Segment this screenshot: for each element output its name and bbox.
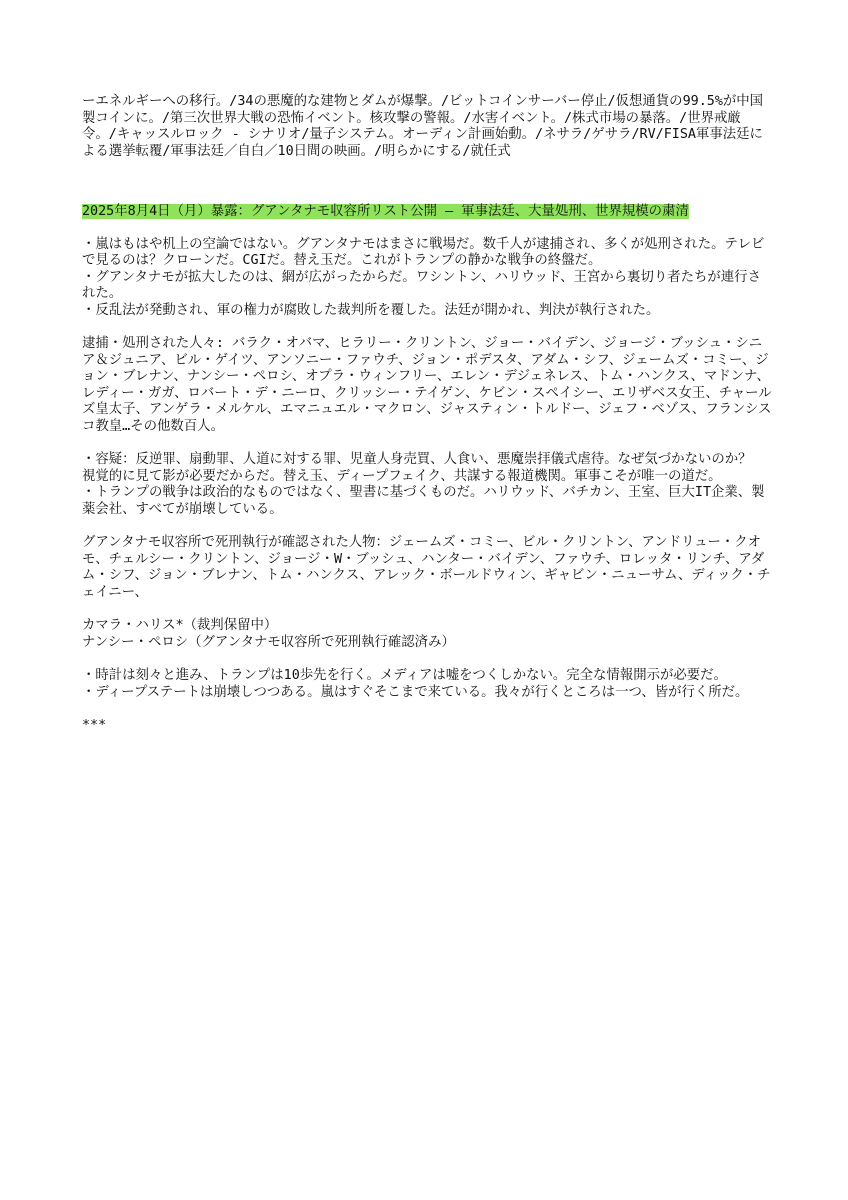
section-spacer bbox=[82, 601, 772, 618]
pending-line-pelosi: ナンシー・ペロシ（グアンタナモ収容所で死刑執行確認済み） bbox=[82, 634, 455, 650]
bullet-charges: ・容疑：反逆罪、扇動罪、人道に対する罪、児童人身売買、人食い、悪魔崇拝儀式虐待。なぜ気づかないのか？ 視覚的に見て影が必要だからだ。替え玉、ディープフェイク、共謀する報道機関。軍事こそが唯一の道だ。 bbox=[82, 452, 752, 484]
section-spacer bbox=[82, 518, 772, 535]
arrested-list-paragraph: 逮捕・処刑された人々: バラク・オバマ、ヒラリー・クリントン、ジョー・バイデン、ジョージ・ブッシュ・シニア＆ジュニア、ビル・ゲイツ、アンソニー・ファウチ、ジョン・ポデスタ、アダム・シフ、ジェームズ・コミー、ジョン・ブレナン、ナンシー・ペロシ、オプラ・ウィンフリー、エレン・デジェネレス、トム・ハンクス、マドンナ、レディー・ガガ、ロバート・デ・ニーロ、クリッシー・テイゲン、ケビン・スペイシー、エリザベス女王、チャールズ皇太子、アンゲラ・メルケル、エマニュエル・マクロン、ジャスティン・トルドー、ジェフ・ベゾス、フランシスコ教皇…その他数百人。 bbox=[82, 336, 772, 434]
bullet-biblical-war: ・トランプの戦争は政治的なものではなく、聖書に基づくものだ。ハリウッド、バチカン、王室、巨大IT企業、製薬会社、すべてが崩壊している。 bbox=[82, 485, 765, 517]
bullet-storm: ・嵐はもはや机上の空論ではない。グアンタナモはまさに戦場だ。数千人が逮捕され、多くが処刑された。テレビで見るのは？クローンだ。CGIだ。替え玉だ。これがトランプの静かな戦争の終盤だ。 bbox=[82, 236, 765, 268]
highlighted-headline: 2025年8月4日（月）暴露：グアンタナモ収容所リスト公開 — 軍事法廷、大量処刑、世界規模の粛清 bbox=[82, 204, 689, 219]
intro-paragraph: ーエネルギーへの移行。/34の悪魔的な建物とダムが爆撃。/ビットコインサーバー停止/仮想通貨の99.5%が中国製コインに。/第三次世界大戦の恐怖イベント。核攻撃の警報。/水害イベント。/株式市場の暴落。/世界戒厳令。/キャッスルロック - シナリオ/量子システム。オーディン計画始動。/ネサラ/ゲサラ/RV/FISA軍事法廷による選挙転覆/軍事法廷／自白／10日間の映画。/明らかにする/就任式 bbox=[82, 94, 764, 159]
pending-line-harris: カマラ・ハリス*（裁判保留中） bbox=[82, 618, 278, 633]
end-mark: *** bbox=[82, 718, 107, 733]
section-spacer bbox=[82, 701, 772, 718]
section-spacer bbox=[82, 435, 772, 452]
section-spacer bbox=[82, 221, 772, 237]
bullet-guantanamo: ・グアンタナモが拡大したのは、網が広がったからだ。ワシントン、ハリウッド、王宮から裏切り者たちが連行された。 bbox=[82, 269, 761, 301]
bullet-clock: ・時計は刻々と進み、トランプは10歩先を行く。メディアは嘘をつくしかない。完全な情報開示が必要だ。 bbox=[82, 668, 727, 683]
section-spacer bbox=[82, 160, 772, 204]
bullet-deep-state: ・ディープステートは崩壊しつつある。嵐はすぐそこまで来ている。我々が行くところは一つ、皆が行く所だ。 bbox=[82, 684, 749, 700]
executed-list-paragraph: グアンタナモ収容所で死刑執行が確認された人物：ジェームズ・コミー、ビル・クリントン、アンドリュー・クオモ、チェルシー・クリントン、ジョージ・W・ブッシュ、ハンター・バイデン、ファウチ、ロレッタ・リンチ、アダム・シフ、ジョン・ブレナン、トム・ハンクス、アレック・ボールドウィン、ギャビン・ニューサム、ディック・チェイニー、 bbox=[82, 535, 771, 600]
section-spacer bbox=[82, 651, 772, 668]
headline-paragraph bbox=[82, 204, 772, 221]
section-spacer bbox=[82, 319, 772, 336]
document-page bbox=[82, 94, 772, 735]
bullet-insurrection-act: ・反乱法が発動され、軍の権力が腐敗した裁判所を覆した。法廷が開かれ、判決が執行された。 bbox=[82, 302, 660, 318]
